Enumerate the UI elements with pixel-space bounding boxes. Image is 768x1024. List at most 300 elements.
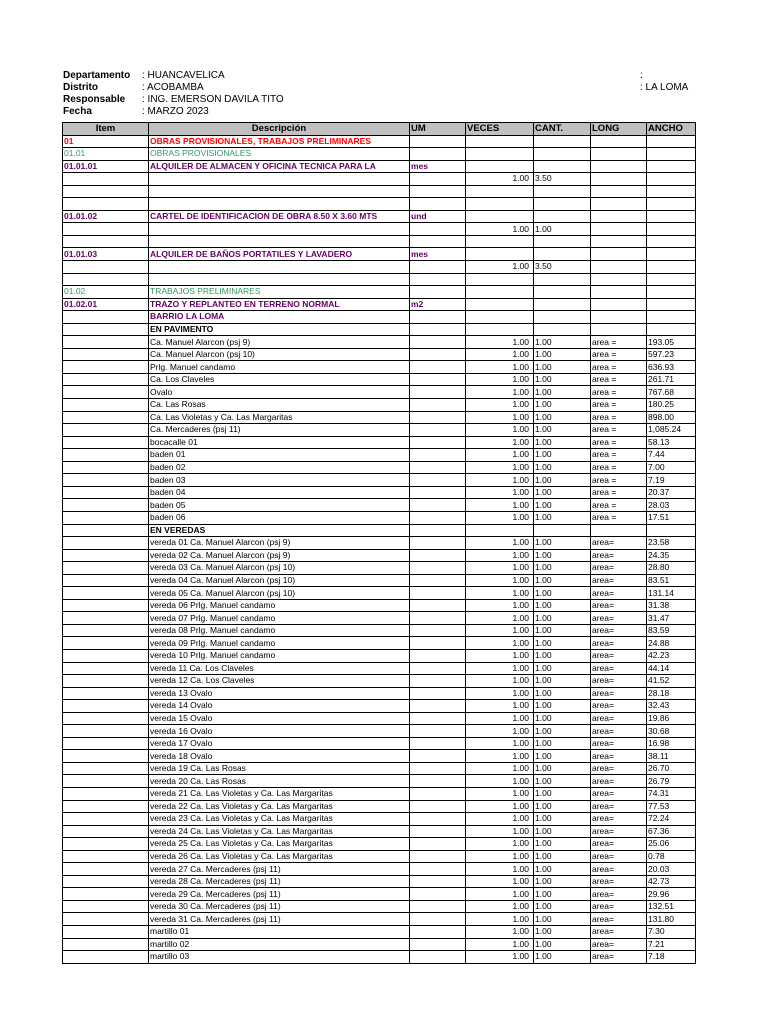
- cell-ancho: 31.38: [647, 599, 696, 612]
- cell-um: [410, 787, 466, 800]
- cell-long: [591, 273, 647, 286]
- cell-desc: BARRIO LA LOMA: [149, 311, 410, 324]
- table-row: [63, 160, 696, 173]
- cell-desc: vereda 31 Ca. Mercaderes (psj 11): [149, 913, 410, 926]
- table-row: [63, 938, 696, 951]
- cell-long: area=: [591, 700, 647, 713]
- cell-veces: 1.00: [466, 537, 534, 550]
- cell-um: [410, 750, 466, 763]
- table-row: [63, 248, 696, 261]
- cell-item: [63, 913, 149, 926]
- table-row: [63, 762, 696, 775]
- cell-long: [591, 323, 647, 336]
- cell-desc: TRAZO Y REPLANTEO EN TERRENO NORMAL: [149, 298, 410, 311]
- cell-item: [63, 361, 149, 374]
- cell-ancho: 28.03: [647, 499, 696, 512]
- cell-ancho: [647, 148, 696, 161]
- cell-veces: 1.00: [466, 261, 534, 274]
- table-row: [63, 775, 696, 788]
- responsable-value: : ING. EMERSON DAVILA TITO: [142, 94, 284, 105]
- cell-veces: 1.00: [466, 800, 534, 813]
- table-row: [63, 787, 696, 800]
- cell-um: mes: [410, 248, 466, 261]
- cell-desc: vereda 03 Ca. Manuel Alarcon (psj 10): [149, 562, 410, 575]
- cell-ancho: 24.35: [647, 549, 696, 562]
- cell-um: [410, 386, 466, 399]
- table-row: [63, 311, 696, 324]
- cell-long: area=: [591, 951, 647, 964]
- cell-long: [591, 286, 647, 299]
- cell-item: [63, 461, 149, 474]
- cell-cant: 1.00: [534, 373, 591, 386]
- cell-desc: baden 01: [149, 449, 410, 462]
- cell-ancho: 0.78: [647, 850, 696, 863]
- cell-um: [410, 737, 466, 750]
- cell-um: [410, 687, 466, 700]
- cell-cant: 1.00: [534, 863, 591, 876]
- cell-cant: [534, 210, 591, 223]
- cell-ancho: 23.58: [647, 537, 696, 550]
- cell-ancho: [647, 248, 696, 261]
- cell-veces: 1.00: [466, 637, 534, 650]
- cell-ancho: 7.19: [647, 474, 696, 487]
- cell-long: area=: [591, 725, 647, 738]
- table-row: [63, 449, 696, 462]
- cell-long: area =: [591, 373, 647, 386]
- cell-ancho: [647, 198, 696, 211]
- cell-ancho: 24.88: [647, 637, 696, 650]
- table-row: [63, 662, 696, 675]
- table-row: [63, 474, 696, 487]
- cell-um: [410, 838, 466, 851]
- fecha-label: Fecha: [63, 106, 92, 117]
- cell-long: area=: [591, 850, 647, 863]
- cell-long: area=: [591, 574, 647, 587]
- cell-ancho: [647, 223, 696, 236]
- cell-um: [410, 599, 466, 612]
- table-header-row: [63, 123, 696, 136]
- cell-desc: Ca. Los Claveles: [149, 373, 410, 386]
- cell-ancho: [647, 286, 696, 299]
- cell-long: area=: [591, 649, 647, 662]
- cell-um: [410, 888, 466, 901]
- table-row: [63, 750, 696, 763]
- cell-long: area=: [591, 687, 647, 700]
- cell-ancho: 28.18: [647, 687, 696, 700]
- cell-item: [63, 549, 149, 562]
- cell-ancho: 131.80: [647, 913, 696, 926]
- cell-long: area=: [591, 750, 647, 763]
- cell-veces: 1.00: [466, 449, 534, 462]
- cell-um: und: [410, 210, 466, 223]
- cell-um: [410, 235, 466, 248]
- cell-um: [410, 273, 466, 286]
- cell-long: area =: [591, 424, 647, 437]
- cell-long: area =: [591, 336, 647, 349]
- cell-long: area=: [591, 800, 647, 813]
- cell-desc: vereda 04 Ca. Manuel Alarcon (psj 10): [149, 574, 410, 587]
- table-row: [63, 813, 696, 826]
- col-header-veces: VECES: [466, 123, 534, 136]
- table-row: [63, 486, 696, 499]
- cell-veces: 1.00: [466, 888, 534, 901]
- cell-veces: 1.00: [466, 436, 534, 449]
- cell-desc: [149, 185, 410, 198]
- cell-item: [63, 223, 149, 236]
- cell-ancho: 767.68: [647, 386, 696, 399]
- cell-item: [63, 399, 149, 412]
- cell-um: [410, 524, 466, 537]
- cell-cant: 1.00: [534, 850, 591, 863]
- cell-long: area=: [591, 900, 647, 913]
- departamento-label: Departamento: [63, 70, 131, 81]
- cell-veces: 1.00: [466, 775, 534, 788]
- table-row: [63, 499, 696, 512]
- cell-cant: 1.00: [534, 624, 591, 637]
- header-fecha: [63, 106, 284, 118]
- header-distrito: [63, 82, 284, 94]
- cell-cant: 1.00: [534, 411, 591, 424]
- cell-um: [410, 762, 466, 775]
- cell-desc: vereda 20 Ca. Las Rosas: [149, 775, 410, 788]
- cell-ancho: 7.44: [647, 449, 696, 462]
- cell-veces: 1.00: [466, 649, 534, 662]
- cell-um: [410, 511, 466, 524]
- cell-desc: OBRAS PROVISIONALES, TRABAJOS PRELIMINARES: [149, 135, 410, 148]
- table-row: [63, 386, 696, 399]
- cell-long: area=: [591, 787, 647, 800]
- cell-item: 01: [63, 135, 149, 148]
- cell-desc: martillo 02: [149, 938, 410, 951]
- cell-long: area=: [591, 913, 647, 926]
- table-row: [63, 411, 696, 424]
- cell-um: [410, 675, 466, 688]
- cell-desc: EN PAVIMENTO: [149, 323, 410, 336]
- cell-long: area =: [591, 499, 647, 512]
- table-row: [63, 361, 696, 374]
- cell-ancho: 898.00: [647, 411, 696, 424]
- cell-um: [410, 587, 466, 600]
- cell-long: area=: [591, 549, 647, 562]
- cell-veces: 1.00: [466, 549, 534, 562]
- metrado-table: [62, 122, 696, 964]
- cell-cant: [534, 286, 591, 299]
- cell-veces: 1.00: [466, 725, 534, 738]
- cell-um: [410, 323, 466, 336]
- cell-ancho: 132.51: [647, 900, 696, 913]
- cell-desc: ALQUILER DE BAÑOS PORTATILES Y LAVADERO: [149, 248, 410, 261]
- cell-desc: vereda 24 Ca. Las Violetas y Ca. Las Margaritas: [149, 825, 410, 838]
- cell-item: [63, 185, 149, 198]
- cell-desc: baden 02: [149, 461, 410, 474]
- cell-cant: [534, 273, 591, 286]
- table-row: [63, 323, 696, 336]
- cell-desc: martillo 01: [149, 926, 410, 939]
- cell-ancho: 16.98: [647, 737, 696, 750]
- cell-desc: vereda 06 Prlg. Manuel candamo: [149, 599, 410, 612]
- cell-item: [63, 737, 149, 750]
- table-row: [63, 273, 696, 286]
- table-row: [63, 373, 696, 386]
- cell-desc: vereda 12 Ca. Los Claveles: [149, 675, 410, 688]
- table-row: [63, 537, 696, 550]
- cell-um: [410, 649, 466, 662]
- cell-cant: [534, 323, 591, 336]
- table-row: [63, 712, 696, 725]
- cell-desc: TRABAJOS PRELIMINARES: [149, 286, 410, 299]
- table-row: [63, 173, 696, 186]
- cell-um: [410, 474, 466, 487]
- cell-long: [591, 173, 647, 186]
- table-row: [63, 863, 696, 876]
- cell-long: area =: [591, 511, 647, 524]
- cell-item: [63, 800, 149, 813]
- cell-veces: [466, 210, 534, 223]
- cell-long: area =: [591, 411, 647, 424]
- cell-long: area=: [591, 662, 647, 675]
- cell-desc: vereda 22 Ca. Las Violetas y Ca. Las Margaritas: [149, 800, 410, 813]
- table-row: [63, 875, 696, 888]
- cell-ancho: [647, 160, 696, 173]
- cell-um: [410, 562, 466, 575]
- cell-long: area=: [591, 612, 647, 625]
- cell-veces: 1.00: [466, 662, 534, 675]
- cell-ancho: 30.68: [647, 725, 696, 738]
- cell-item: [63, 725, 149, 738]
- cell-veces: 1.00: [466, 599, 534, 612]
- cell-ancho: [647, 235, 696, 248]
- cell-desc: ALQUILER DE ALMACEN Y OFICINA TECNICA PARA LA: [149, 160, 410, 173]
- cell-um: m2: [410, 298, 466, 311]
- cell-um: [410, 712, 466, 725]
- cell-cant: 1.00: [534, 875, 591, 888]
- cell-cant: [534, 311, 591, 324]
- table-row: [63, 838, 696, 851]
- table-row: [63, 926, 696, 939]
- table-row: [63, 700, 696, 713]
- cell-long: [591, 235, 647, 248]
- cell-item: [63, 323, 149, 336]
- table-row: [63, 461, 696, 474]
- table-row: [63, 399, 696, 412]
- cell-veces: 1.00: [466, 574, 534, 587]
- cell-veces: 1.00: [466, 411, 534, 424]
- cell-ancho: [647, 273, 696, 286]
- cell-desc: baden 06: [149, 511, 410, 524]
- cell-item: [63, 336, 149, 349]
- cell-cant: 1.00: [534, 424, 591, 437]
- cell-cant: 1.00: [534, 537, 591, 550]
- cell-um: [410, 574, 466, 587]
- cell-um: [410, 775, 466, 788]
- cell-item: 01.02.01: [63, 298, 149, 311]
- cell-ancho: [647, 298, 696, 311]
- cell-veces: 1.00: [466, 461, 534, 474]
- cell-desc: vereda 13 Ovalo: [149, 687, 410, 700]
- cell-item: [63, 675, 149, 688]
- cell-long: area=: [591, 813, 647, 826]
- cell-long: area =: [591, 399, 647, 412]
- cell-cant: [534, 160, 591, 173]
- col-header-descripcion: Descripción: [149, 123, 410, 136]
- cell-veces: 1.00: [466, 938, 534, 951]
- cell-ancho: 74.31: [647, 787, 696, 800]
- cell-um: [410, 424, 466, 437]
- table-row: [63, 649, 696, 662]
- cell-long: area=: [591, 537, 647, 550]
- table-row: [63, 223, 696, 236]
- cell-long: area=: [591, 624, 647, 637]
- cell-ancho: 28.80: [647, 562, 696, 575]
- table-row: [63, 612, 696, 625]
- cell-item: [63, 499, 149, 512]
- cell-um: [410, 624, 466, 637]
- cell-desc: vereda 29 Ca. Mercaderes (psj 11): [149, 888, 410, 901]
- cell-cant: [534, 148, 591, 161]
- cell-um: [410, 900, 466, 913]
- cell-desc: [149, 235, 410, 248]
- right-place: : LA LOMA: [640, 82, 689, 93]
- cell-item: [63, 261, 149, 274]
- cell-desc: vereda 17 Ovalo: [149, 737, 410, 750]
- cell-long: [591, 198, 647, 211]
- cell-long: [591, 524, 647, 537]
- col-header-long: LONG: [591, 123, 647, 136]
- cell-item: 01.01.01: [63, 160, 149, 173]
- cell-item: [63, 474, 149, 487]
- cell-veces: 1.00: [466, 624, 534, 637]
- cell-cant: 1.00: [534, 436, 591, 449]
- cell-desc: vereda 14 Ovalo: [149, 700, 410, 713]
- cell-item: 01.01.03: [63, 248, 149, 261]
- cell-item: [63, 700, 149, 713]
- cell-ancho: 7.21: [647, 938, 696, 951]
- cell-um: [410, 399, 466, 412]
- cell-um: [410, 725, 466, 738]
- table-row: [63, 725, 696, 738]
- cell-veces: 1.00: [466, 700, 534, 713]
- cell-cant: 1.00: [534, 938, 591, 951]
- cell-long: area=: [591, 562, 647, 575]
- cell-desc: vereda 18 Ovalo: [149, 750, 410, 763]
- cell-long: [591, 248, 647, 261]
- cell-veces: [466, 524, 534, 537]
- cell-ancho: 17.51: [647, 511, 696, 524]
- cell-ancho: 58.13: [647, 436, 696, 449]
- cell-ancho: 7.30: [647, 926, 696, 939]
- cell-um: [410, 913, 466, 926]
- cell-cant: 1.00: [534, 348, 591, 361]
- cell-item: [63, 311, 149, 324]
- cell-cant: 1.00: [534, 700, 591, 713]
- cell-item: [63, 449, 149, 462]
- cell-veces: 1.00: [466, 750, 534, 763]
- cell-cant: 1.00: [534, 449, 591, 462]
- cell-desc: vereda 27 Ca. Mercaderes (psj 11): [149, 863, 410, 876]
- cell-cant: [534, 135, 591, 148]
- cell-desc: CARTEL DE IDENTIFICACION DE OBRA 8.50 X 3.60 MTS: [149, 210, 410, 223]
- cell-long: area=: [591, 599, 647, 612]
- cell-long: [591, 311, 647, 324]
- cell-desc: Ca. Manuel Alarcon (psj 9): [149, 336, 410, 349]
- table-row: [63, 574, 696, 587]
- cell-desc: Ca. Las Violetas y Ca. Las Margaritas: [149, 411, 410, 424]
- cell-item: [63, 235, 149, 248]
- cell-long: area =: [591, 348, 647, 361]
- cell-um: [410, 436, 466, 449]
- cell-cant: 1.00: [534, 750, 591, 763]
- cell-item: 01.01: [63, 148, 149, 161]
- cell-item: [63, 875, 149, 888]
- cell-ancho: 26.70: [647, 762, 696, 775]
- table-row: [63, 913, 696, 926]
- cell-cant: [534, 524, 591, 537]
- cell-ancho: 31.47: [647, 612, 696, 625]
- cell-desc: [149, 223, 410, 236]
- table-row: [63, 549, 696, 562]
- cell-um: [410, 499, 466, 512]
- cell-veces: 1.00: [466, 348, 534, 361]
- cell-desc: Prlg. Manuel candamo: [149, 361, 410, 374]
- cell-item: [63, 348, 149, 361]
- col-header-um: UM: [410, 123, 466, 136]
- cell-um: [410, 173, 466, 186]
- cell-item: [63, 888, 149, 901]
- cell-desc: vereda 23 Ca. Las Violetas y Ca. Las Margaritas: [149, 813, 410, 826]
- cell-desc: [149, 173, 410, 186]
- cell-ancho: 26.79: [647, 775, 696, 788]
- cell-ancho: 32.43: [647, 700, 696, 713]
- cell-desc: [149, 198, 410, 211]
- cell-um: [410, 373, 466, 386]
- cell-veces: 1.00: [466, 712, 534, 725]
- cell-veces: 1.00: [466, 587, 534, 600]
- cell-veces: [466, 160, 534, 173]
- cell-item: [63, 900, 149, 913]
- cell-desc: baden 03: [149, 474, 410, 487]
- cell-cant: 1.00: [534, 399, 591, 412]
- cell-ancho: [647, 210, 696, 223]
- table-row: [63, 235, 696, 248]
- table-row: [63, 524, 696, 537]
- cell-item: [63, 373, 149, 386]
- cell-long: [591, 135, 647, 148]
- cell-desc: [149, 261, 410, 274]
- cell-um: [410, 223, 466, 236]
- header-right: [640, 70, 688, 94]
- departamento-value: : HUANCAVELICA: [142, 70, 225, 81]
- header-departamento: [63, 70, 284, 82]
- cell-veces: [466, 235, 534, 248]
- cell-item: [63, 612, 149, 625]
- cell-item: [63, 524, 149, 537]
- table-row: [63, 951, 696, 964]
- cell-cant: 1.00: [534, 787, 591, 800]
- cell-desc: vereda 16 Ovalo: [149, 725, 410, 738]
- cell-cant: 3.50: [534, 173, 591, 186]
- col-header-cant: CANT.: [534, 123, 591, 136]
- cell-long: area=: [591, 762, 647, 775]
- cell-ancho: 1,085.24: [647, 424, 696, 437]
- cell-veces: 1.00: [466, 900, 534, 913]
- table-row: [63, 185, 696, 198]
- cell-long: [591, 223, 647, 236]
- cell-um: [410, 863, 466, 876]
- cell-um: [410, 612, 466, 625]
- cell-veces: 1.00: [466, 373, 534, 386]
- cell-veces: [466, 185, 534, 198]
- cell-um: [410, 825, 466, 838]
